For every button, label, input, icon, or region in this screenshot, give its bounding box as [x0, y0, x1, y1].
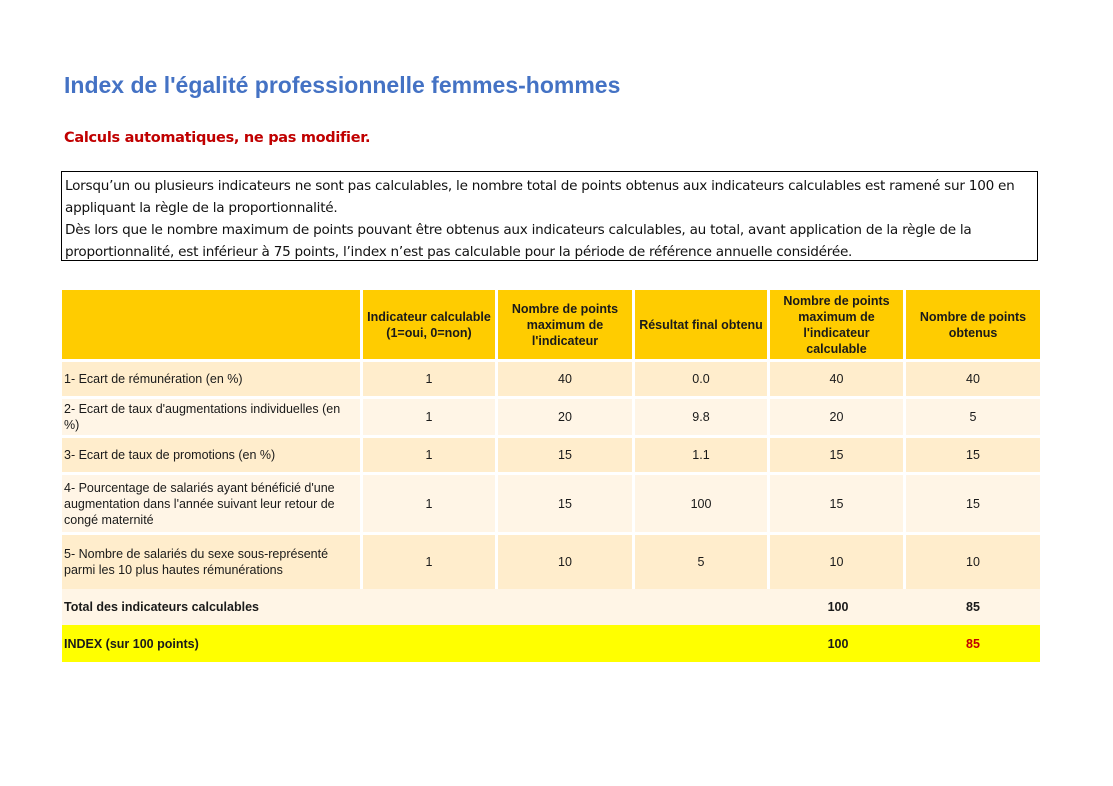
cell-max: 15 — [498, 475, 635, 535]
table-row — [62, 535, 1040, 589]
cell-result: 5 — [635, 535, 770, 589]
note-box — [61, 171, 1038, 261]
table-row — [62, 362, 1040, 399]
cell-result: 0.0 — [635, 362, 770, 399]
total-row — [62, 589, 1040, 625]
cell-max: 15 — [498, 438, 635, 475]
header-cell-max-calc: Nombre de points maximum de l'indicateur calculable — [770, 290, 906, 362]
note-paragraph-1: Lorsqu’un ou plusieurs indicateurs ne sont pas calculables, le nombre total de points obtenus aux indicateurs calculables est ramené sur 100 en appliquant la règle de la proportionnalité. — [65, 178, 1015, 216]
cell-max-calc: 20 — [770, 399, 906, 438]
page-title: Index de l'égalité professionnelle femmes-hommes — [64, 72, 621, 98]
index-table — [62, 290, 1040, 662]
cell-max: 40 — [498, 362, 635, 399]
table-row — [62, 475, 1040, 535]
total-max-calc: 100 — [770, 589, 906, 625]
cell-result: 100 — [635, 475, 770, 535]
header-cell-label — [62, 290, 363, 362]
table-row — [62, 399, 1040, 438]
row-label: 1- Ecart de rémunération (en %) — [62, 362, 363, 399]
cell-max: 20 — [498, 399, 635, 438]
cell-max-calc: 15 — [770, 475, 906, 535]
cell-points: 5 — [906, 399, 1040, 438]
index-points: 85 — [906, 625, 1040, 662]
cell-points: 15 — [906, 438, 1040, 475]
cell-result: 1.1 — [635, 438, 770, 475]
warning-subtitle: Calculs automatiques, ne pas modifier. — [64, 130, 371, 146]
header-cell-max: Nombre de points maximum de l'indicateur — [498, 290, 635, 362]
cell-points: 10 — [906, 535, 1040, 589]
header-cell-calculable: Indicateur calculable (1=oui, 0=non) — [363, 290, 498, 362]
cell-max-calc: 10 — [770, 535, 906, 589]
index-label: INDEX (sur 100 points) — [62, 625, 770, 662]
table-header-row — [62, 290, 1040, 362]
cell-points: 40 — [906, 362, 1040, 399]
cell-calculable: 1 — [363, 535, 498, 589]
note-paragraph-2: Dès lors que le nombre maximum de points pouvant être obtenus aux indicateurs calculables, au total, avant application de la règle de la proportionnalité, est inférieur à 75 points, l’index n’est pas calculable pour la période de référence annuelle considérée. — [65, 222, 972, 260]
index-row — [62, 625, 1040, 662]
index-max-calc: 100 — [770, 625, 906, 662]
total-label: Total des indicateurs calculables — [62, 589, 770, 625]
cell-calculable: 1 — [363, 362, 498, 399]
cell-max-calc: 40 — [770, 362, 906, 399]
header-cell-result: Résultat final obtenu — [635, 290, 770, 362]
cell-max-calc: 15 — [770, 438, 906, 475]
header-cell-points: Nombre de points obtenus — [906, 290, 1040, 362]
cell-calculable: 1 — [363, 438, 498, 475]
total-points: 85 — [906, 589, 1040, 625]
table-row — [62, 438, 1040, 475]
cell-result: 9.8 — [635, 399, 770, 438]
cell-calculable: 1 — [363, 399, 498, 438]
row-label: 2- Ecart de taux d'augmentations individuelles (en %) — [62, 399, 363, 438]
cell-max: 10 — [498, 535, 635, 589]
row-label: 3- Ecart de taux de promotions (en %) — [62, 438, 363, 475]
row-label: 5- Nombre de salariés du sexe sous-représenté parmi les 10 plus hautes rémunérations — [62, 535, 363, 589]
cell-calculable: 1 — [363, 475, 498, 535]
cell-points: 15 — [906, 475, 1040, 535]
row-label: 4- Pourcentage de salariés ayant bénéficié d'une augmentation dans l'année suivant leur retour de congé maternité — [62, 475, 363, 535]
